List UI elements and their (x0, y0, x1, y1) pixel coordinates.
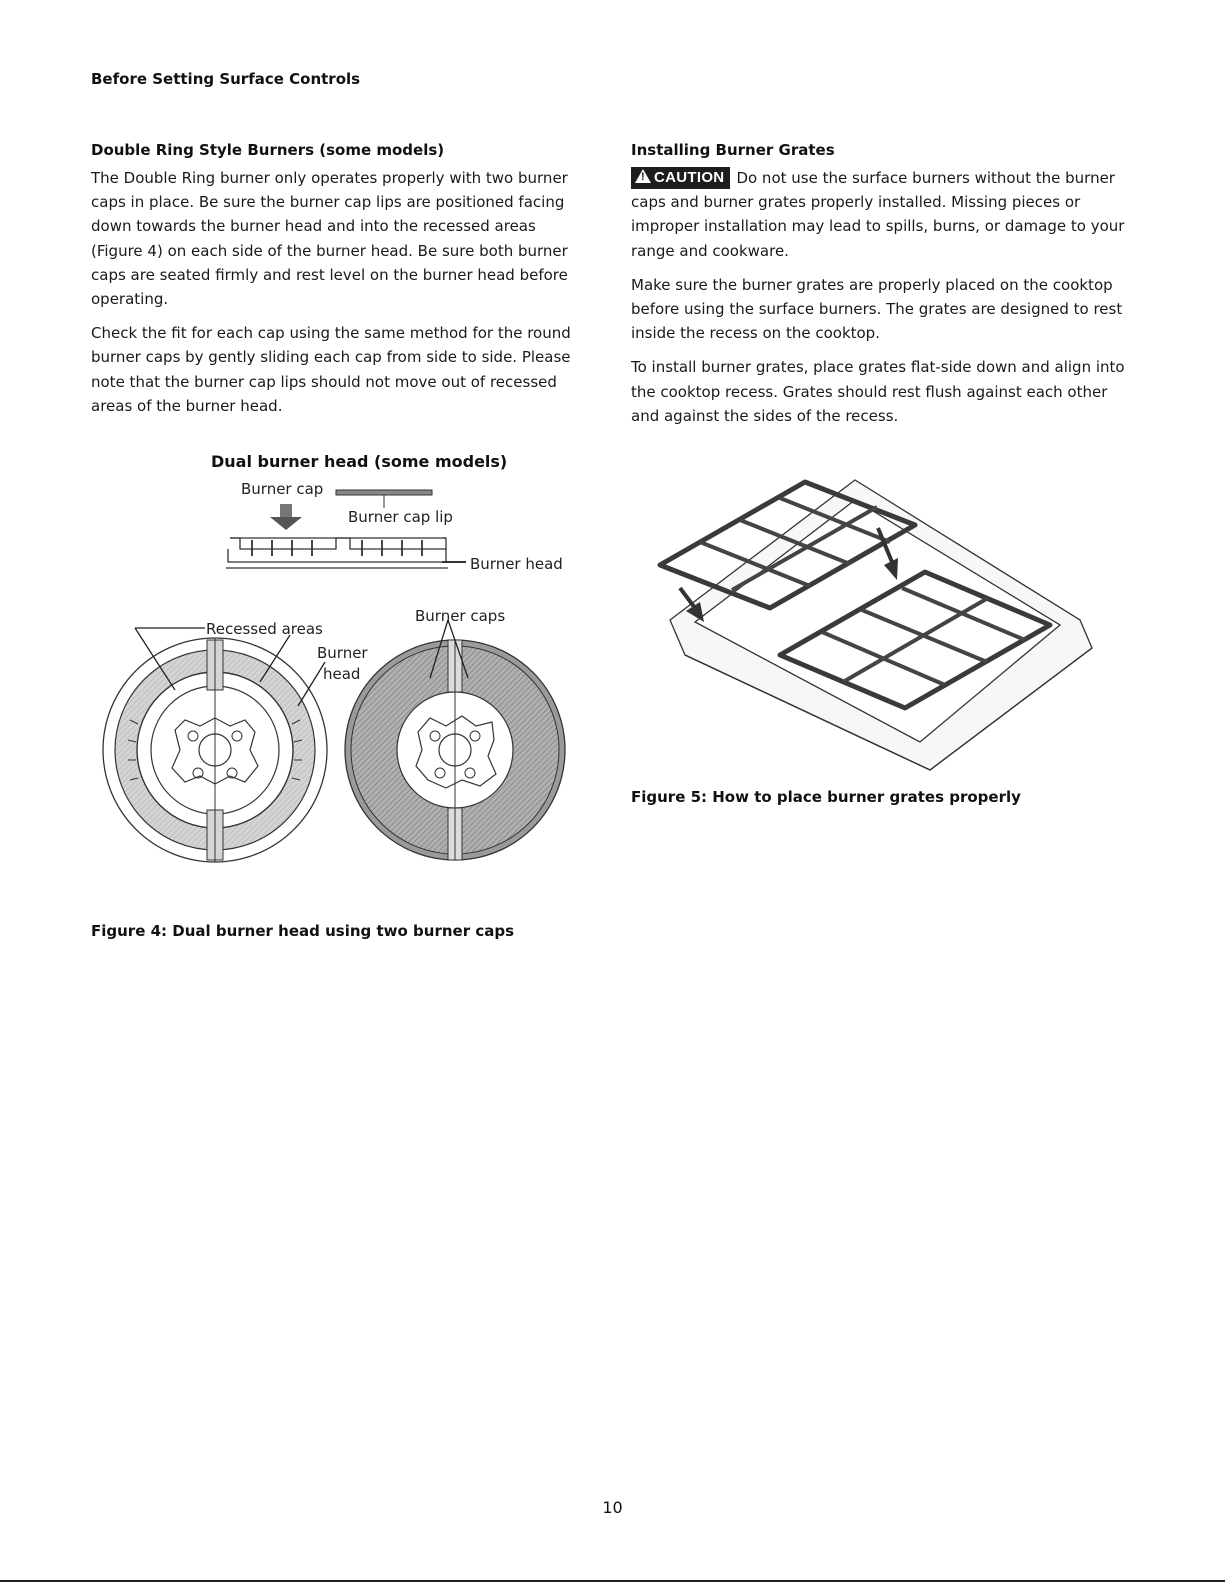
figure5-caption: Figure 5: How to place burner grates properly (631, 788, 1021, 806)
burner-cap-label: Burner cap (241, 480, 324, 498)
burner-caps-label: Burner caps (415, 607, 506, 625)
page-number: 10 (602, 1498, 623, 1517)
double-ring-paragraph-2: Check the fit for each cap using the same method for the round burner caps by gently sliding each cap from side to side. Please note that the burner cap lips should not move out of recessed areas of the burner head. (91, 324, 571, 415)
left-column (91, 141, 591, 418)
down-arrow-icon (270, 504, 302, 530)
burner-cap-lip-label: Burner cap lip (348, 508, 453, 526)
caution-label: CAUTION (654, 169, 725, 186)
double-ring-heading: Double Ring Style Burners (some models) (91, 141, 445, 159)
caution-paragraph (631, 166, 1136, 263)
grates-paragraph-2: To install burner grates, place grates flat-side down and align into the cooktop recess. Grates should rest flush against each other and against the sides of the recess. (631, 358, 1125, 425)
figure4-caption: Figure 4: Dual burner head using two burner caps (91, 922, 514, 940)
burner-head-label-line1: Burner (317, 644, 368, 662)
burner-cap-side-view (336, 490, 432, 508)
recessed-areas-label: Recessed areas (206, 620, 323, 638)
bottom-rule (0, 1580, 1225, 1582)
caution-text: Do not use the surface burners without the burner caps and burner grates properly installed. Missing pieces or improper installation may lead to spills, burns, or damage to your range and cookware. (631, 169, 1125, 260)
burner-caps-top-view (345, 640, 565, 860)
section-title: Before Setting Surface Controls (91, 70, 361, 88)
burner-grates-diagram (640, 470, 1110, 780)
right-column (631, 141, 1136, 428)
burner-head-side-view (226, 538, 466, 568)
burner-head-label-line2: head (323, 665, 361, 683)
installing-grates-heading: Installing Burner Grates (631, 141, 835, 159)
double-ring-paragraph-1: The Double Ring burner only operates properly with two burner caps in place. Be sure the burner cap lips are positioned facing down towards the burner head and into the recessed areas (Figure 4) on each side of the burner head. Be sure both burner caps are seated firmly and rest level on the burner head before operating. (91, 169, 568, 309)
grates-paragraph-1: Make sure the burner grates are properly placed on the cooktop before using the surface burners. The grates are designed to rest inside the recess on the cooktop. (631, 275, 1123, 343)
caution-badge (631, 167, 730, 189)
figure4-title: Dual burner head (some models) (211, 452, 508, 471)
burner-head-top-view (103, 638, 327, 862)
burner-head-label: Burner head (470, 555, 563, 573)
warning-triangle-icon: ! (635, 169, 651, 183)
